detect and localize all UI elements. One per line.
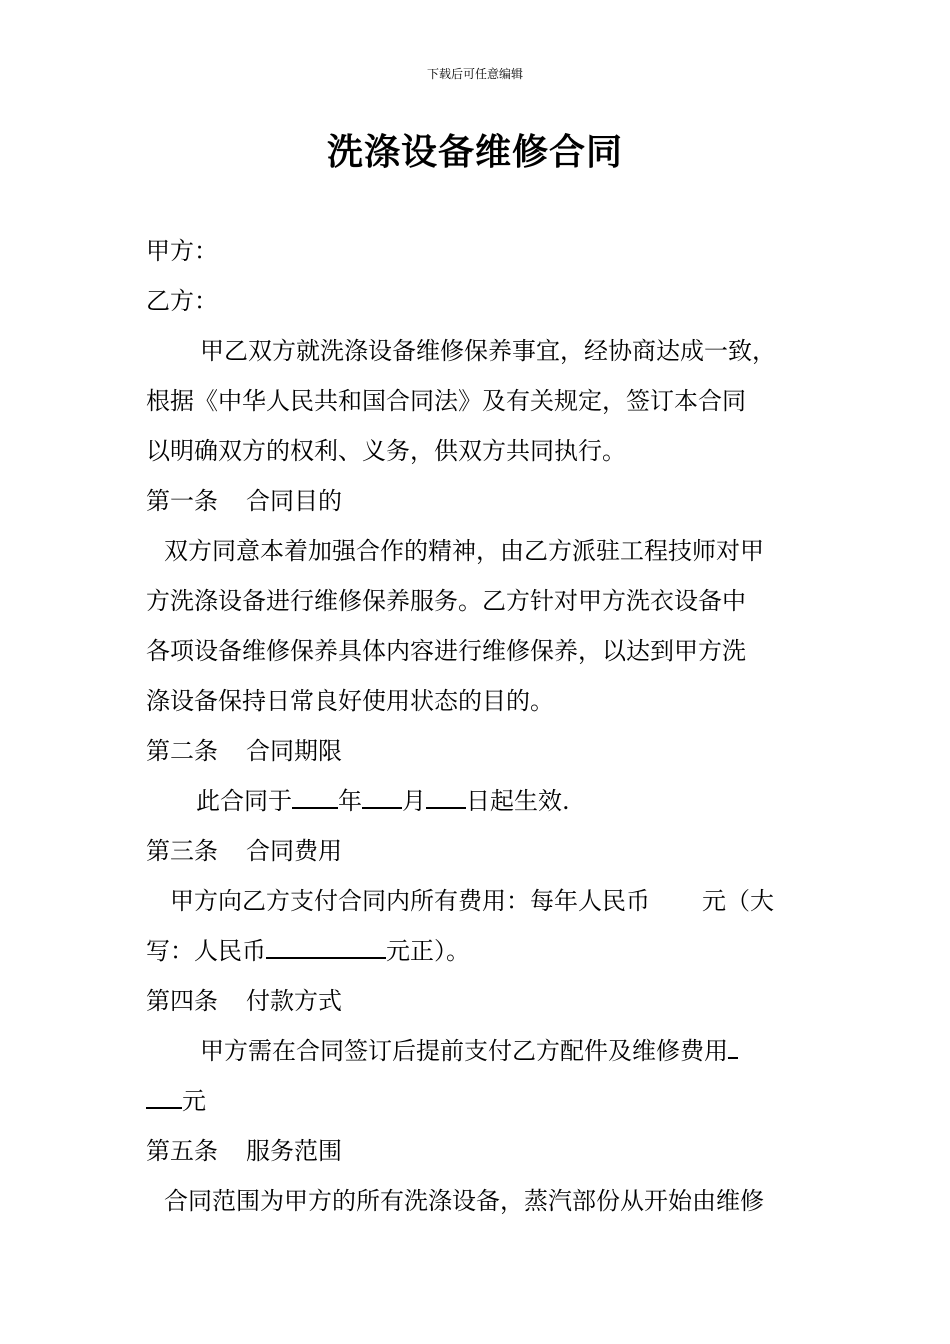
contract-body	[146, 226, 836, 1226]
fee-in-words-suffix: 元正）。	[386, 937, 470, 965]
article-title: 合同费用	[246, 837, 342, 865]
article-3-heading	[146, 826, 836, 876]
article-4-line	[146, 1076, 836, 1126]
year-label: 年	[338, 787, 362, 815]
article-title: 付款方式	[246, 987, 342, 1015]
article-number: 第二条	[146, 737, 218, 765]
prepayment-blank-continued	[146, 1081, 182, 1109]
article-1-line: 各项设备维修保养具体内容进行维修保养，以达到甲方洗	[146, 637, 746, 665]
article-title: 服务范围	[246, 1137, 342, 1165]
article-title: 合同目的	[246, 487, 342, 515]
article-1-heading	[146, 476, 836, 526]
article-1-line: 涤设备保持日常良好使用状态的目的。	[146, 687, 554, 715]
effective-date-prefix: 此合同于	[196, 787, 292, 815]
year-blank	[292, 781, 338, 809]
fee-in-words-prefix: 写：人民币	[146, 937, 266, 965]
article-3-line	[146, 876, 836, 926]
effective-date-suffix: 日起生效.	[466, 787, 570, 815]
article-4-line	[146, 1026, 836, 1076]
intro-line: 以明确双方的权利、义务，供双方共同执行。	[146, 437, 626, 465]
annual-fee-unit: 元（大	[702, 887, 774, 915]
article-3-line	[146, 926, 836, 976]
article-5-heading	[146, 1126, 836, 1176]
month-blank	[362, 781, 402, 809]
prepayment-text: 甲方需在合同签订后提前支付乙方配件及维修费用	[200, 1037, 728, 1065]
party-a-label: 甲方：	[146, 237, 218, 265]
month-label: 月	[402, 787, 426, 815]
party-b-label: 乙方：	[146, 287, 218, 315]
article-title: 合同期限	[246, 737, 342, 765]
article-2-line	[146, 776, 836, 826]
article-5-line: 合同范围为甲方的所有洗涤设备，蒸汽部份从开始由维修	[164, 1187, 764, 1215]
prepayment-unit: 元	[182, 1087, 206, 1115]
article-number: 第五条	[146, 1137, 218, 1165]
document-title: 洗涤设备维修合同	[326, 131, 623, 173]
day-blank	[426, 781, 466, 809]
intro-line: 根据《中华人民共和国合同法》及有关规定，签订本合同	[146, 387, 746, 415]
article-4-heading	[146, 976, 836, 1026]
article-number: 第三条	[146, 837, 218, 865]
article-1-line: 双方同意本着加强合作的精神，由乙方派驻工程技师对甲	[164, 537, 764, 565]
article-number: 第一条	[146, 487, 218, 515]
article-1-line: 方洗涤设备进行维修保养服务。乙方针对甲方洗衣设备中	[146, 587, 746, 615]
prepayment-blank	[728, 1031, 738, 1059]
article-number: 第四条	[146, 987, 218, 1015]
fee-in-words-blank	[266, 931, 386, 959]
annual-fee-text: 甲方向乙方支付合同内所有费用：每年人民币	[170, 887, 650, 915]
article-2-heading	[146, 726, 836, 776]
header-note: 下载后可任意编辑	[426, 67, 523, 81]
intro-line: 甲乙双方就洗涤设备维修保养事宜，经协商达成一致，	[200, 337, 776, 365]
